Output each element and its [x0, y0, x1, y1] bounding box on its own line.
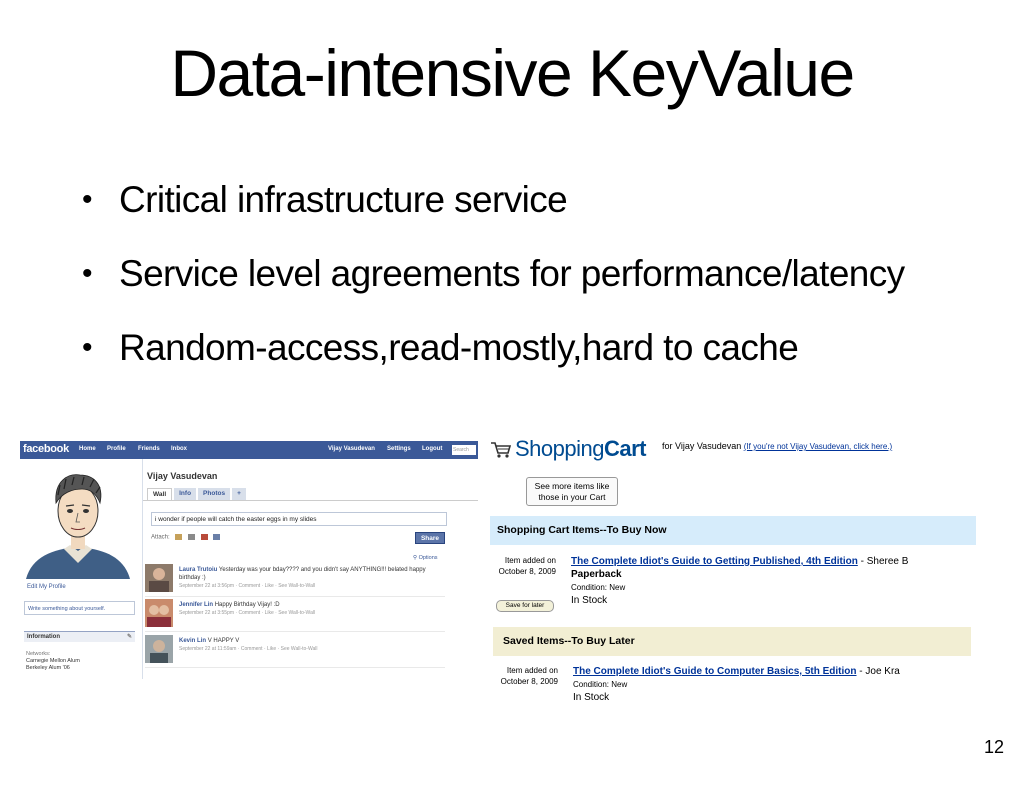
shopping-cart-screenshot: [488, 434, 980, 706]
post-avatar[interactable]: [145, 564, 173, 592]
tab-wall[interactable]: Wall: [147, 488, 172, 500]
see-more-button[interactable]: See more items like those in your Cart: [526, 477, 618, 506]
nav-home[interactable]: Home: [79, 446, 96, 452]
attach-label: Attach:: [151, 534, 170, 541]
cart-item: [571, 555, 908, 607]
profile-name: Vijay Vasudevan: [147, 471, 218, 481]
networks-label: Networks:: [26, 651, 51, 657]
tab-photos[interactable]: Photos: [198, 488, 230, 500]
item-added-date: Item added on October 8, 2009: [500, 666, 558, 686]
item-format: Paperback: [571, 569, 622, 580]
item-stock: In Stock: [571, 595, 608, 606]
share-button[interactable]: Share: [415, 532, 445, 544]
item-condition: Condition: New: [571, 583, 626, 592]
post-meta: September 22 at 3:56pm · Comment · Like · See Wall-to-Wall: [179, 583, 316, 589]
bullet-item: [82, 172, 905, 246]
pencil-icon[interactable]: ✎: [126, 634, 132, 640]
bullet-dot: •: [82, 183, 92, 216]
item-condition: Condition: New: [573, 680, 628, 689]
options-label[interactable]: Options: [418, 555, 438, 561]
bullet-list: [82, 172, 905, 394]
information-header: [24, 631, 135, 642]
item-author: - Sheree B: [857, 556, 909, 567]
nav-profile[interactable]: Profile: [107, 446, 126, 452]
bullet-text: Critical infrastructure service: [119, 179, 568, 220]
add-tab-button[interactable]: +: [232, 488, 246, 500]
about-yourself-input[interactable]: Write something about yourself.: [24, 601, 135, 615]
cart-title: [515, 434, 646, 464]
information-title: Information: [27, 634, 60, 640]
item-added-date: Item added on October 8, 2009: [498, 556, 556, 576]
saved-section-header: Saved Items--To Buy Later: [493, 627, 971, 656]
video-icon[interactable]: [188, 534, 195, 540]
networks-block: [26, 651, 80, 672]
post-text: Happy Birthday Vijay! :D: [214, 602, 280, 608]
tab-divider: [143, 500, 478, 501]
bullet-text: Random-access,read-mostly,hard to cache: [119, 327, 799, 368]
save-for-later-button[interactable]: Save for later: [496, 600, 554, 612]
cart-icon: [490, 441, 512, 459]
slide-title: Data-intensive KeyValue: [170, 36, 854, 110]
cart-title-bold: Cart: [603, 436, 646, 461]
saved-item: [573, 665, 900, 704]
bullet-text: Service level agreements for performance/latency: [119, 253, 905, 294]
wall-post: [145, 564, 445, 597]
cart-title-light: Shopping: [515, 436, 604, 461]
network-item: Berkeley Alum '06: [26, 665, 70, 671]
item-stock: In Stock: [573, 692, 610, 703]
bullet-item: [82, 320, 905, 394]
item-title-link[interactable]: The Complete Idiot's Guide to Getting Published, 4th Edition: [571, 556, 858, 567]
buy-now-section-header: Shopping Cart Items--To Buy Now: [490, 516, 976, 545]
profile-main: [142, 459, 478, 679]
profile-avatar: [22, 467, 134, 579]
nav-logout[interactable]: Logout: [422, 446, 443, 452]
search-input[interactable]: Search: [452, 445, 476, 455]
nav-friends[interactable]: Friends: [138, 446, 160, 452]
cart-owner-text: for Vijay Vasudevan: [662, 441, 742, 451]
post-text: Yesterday was your bday???? and you didn't say ANYTHING!!! belated happy birthday :): [179, 567, 426, 581]
not-you-link[interactable]: (If you're not Vijay Vasudevan, click here.): [743, 442, 893, 451]
post-avatar[interactable]: [145, 635, 173, 663]
attach-row: [151, 534, 220, 541]
bullet-dot: •: [82, 331, 92, 364]
status-input[interactable]: i wonder if people will catch the easter eggs in my slides: [151, 512, 447, 526]
event-icon[interactable]: [201, 534, 208, 540]
nav-inbox[interactable]: Inbox: [171, 446, 187, 452]
post-author[interactable]: Kevin Lin: [179, 638, 207, 644]
bullet-item: [82, 246, 905, 320]
facebook-logo[interactable]: facebook: [23, 443, 69, 455]
link-icon[interactable]: [213, 534, 220, 540]
page-number: 12: [983, 737, 1004, 757]
bullet-dot: •: [82, 257, 92, 290]
magnifier-icon: ⚲: [413, 555, 419, 561]
facebook-screenshot: [20, 441, 478, 679]
post-meta: September 22 at 3:55pm · Comment · Like · See Wall-to-Wall: [179, 610, 316, 616]
post-body: [179, 637, 439, 653]
photo-icon[interactable]: [175, 534, 182, 540]
wall-post: [145, 635, 445, 668]
profile-tabs: [147, 488, 248, 500]
post-body: [179, 601, 439, 617]
nav-settings[interactable]: Settings: [387, 446, 411, 452]
facebook-topbar: [20, 441, 478, 459]
edit-profile-link[interactable]: Edit My Profile: [27, 584, 66, 590]
cart-owner: [662, 440, 892, 453]
nav-user-name[interactable]: Vijay Vasudevan: [328, 446, 375, 452]
post-avatar[interactable]: [145, 599, 173, 627]
post-author[interactable]: Laura Trutoiu: [179, 567, 218, 573]
wall-post: [145, 599, 445, 632]
options-link[interactable]: [413, 555, 438, 561]
post-author[interactable]: Jennifer Lin: [179, 602, 214, 608]
network-item: Carnegie Mellon Alum: [26, 658, 80, 664]
post-text: V HAPPY V: [207, 638, 240, 644]
item-title-link[interactable]: The Complete Idiot's Guide to Computer Basics, 5th Edition: [573, 666, 857, 677]
post-body: [179, 566, 439, 590]
item-author: - Joe Kra: [856, 666, 900, 677]
tab-info[interactable]: Info: [174, 488, 196, 500]
post-meta: September 22 at 11:59am · Comment · Like · See Wall-to-Wall: [179, 646, 318, 652]
